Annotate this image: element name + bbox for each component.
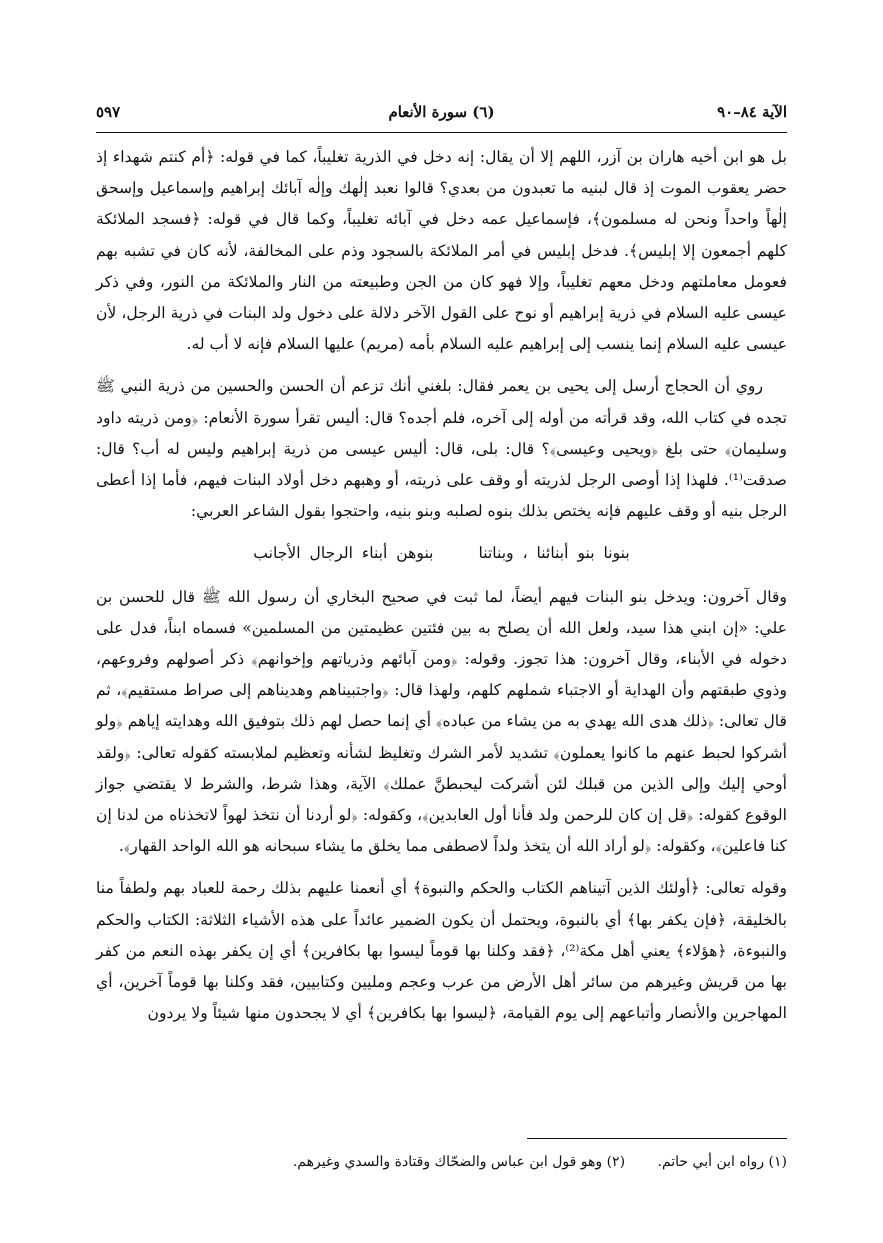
running-header xyxy=(96,103,787,129)
footnotes xyxy=(96,1150,787,1174)
poem-hemistich-1: بنونا بنو أبنائنا ، وبناتنا xyxy=(478,544,630,563)
verse-range: الآية ٨٤–٩٠ xyxy=(717,103,787,121)
header-divider xyxy=(96,132,787,133)
page-number: ٥٩٧ xyxy=(96,103,121,121)
main-text xyxy=(96,142,787,1040)
footnote-2: (٢) وهو قول ابن عباس والضحّاك وقتادة والسدي وغيرهم. xyxy=(292,1154,626,1170)
footnote-divider xyxy=(527,1138,787,1139)
paragraph: بل هو ابن أخيه هاران بن آزر، اللهم إلا أن يقال: إنه دخل في الذرية تغليباً، كما في قوله: ﴿أم كنتم شهداء إذ حضر يعقوب الموت إذ قال لبنيه ما تعبدون من بعدي؟ قالوا نعبد إلٰهك وإلٰه آبائك إبراهيم وإسماعيل وإسحق إلٰهاً واحداً ونحن له مسلمون﴾، فإسماعيل عمه دخل في آبائه تغليباً، وكما قال في قوله: ﴿فسجد الملائكة كلهم أجمعون إلا إبليس﴾. فدخل إبليس في أمر الملائكة بالسجود وذم على المخالفة، لأنه كان في تشبه بهم فعومل معاملتهم ودخل معهم تغليباً، وإلا فهو كان من الجن وطبيعته من النار والملائكة من النور، وفي ذكر عيسى عليه السلام في ذرية إبراهيم أو نوح على القول الآخر دلالة على دخول ولد البنات في ذرية الرجل، لأن عيسى عليه السلام إنما ينسب إلى إبراهيم عليه السلام بأمه (مريم) عليها السلام فإنه لا أب له. xyxy=(96,148,787,354)
footnote-1: (١) رواه ابن أبي حاتم. xyxy=(657,1154,787,1170)
poem-verse xyxy=(96,538,787,569)
surah-title: (٦) سورة الأنعام xyxy=(388,103,495,121)
paragraph: روي أن الحجاج أرسل إلى يحيى بن يعمر فقال: بلغني أنك تزعم أن الحسن والحسين من ذرية النبي ﷺ تجده في كتاب الله، وقد قرأته من أوله إلى آخره، فلم أجده؟ قال: أليس تقرأ سورة الأنعام: ﴿ومن ذريته داود وسليمان﴾ حتى بلغ ﴿ويحيى وعيسى﴾؟ قال: بلى، قال: أليس عيسى من ذرية إبراهيم وليس له أب؟ قال: صدقت⁽¹⁾. فلهذا إذا أوصى الرجل لذريته أو وقف على ذريته، أو وهبهم دخل أولاد البنات فيهم، فأما إذا أعطى الرجل بنيه أو وقف عليهم فإنه يختص بذلك بنوه لصلبه وبنو بنيه، واحتجوا بقول الشاعر العربي: xyxy=(96,377,787,521)
poem-hemistich-2: بنوهن أبناء الرجال الأجانب xyxy=(253,544,434,563)
paragraph: وقال آخرون: ويدخل بنو البنات فيهم أيضاً، لما ثبت في صحيح البخاري أن رسول الله ﷺ قال للحسن بن علي: «إن ابني هذا سيد، ولعل الله أن يصلح به بين فئتين عظيمتين من المسلمين» فسماه ابناً، فدل على دخوله في الأبناء، وقال آخرون: هذا تجوز. وقوله: ﴿ومن آبائهم وذرياتهم وإخوانهم﴾ ذكر أصولهم وفروعهم، وذوي طبقتهم وأن الهداية أو الاجتباء شملهم كلهم، ولهذا قال: ﴿واجتبيناهم وهديناهم إلى صراط مستقيم﴾، ثم قال تعالى: ﴿ذلك هدى الله يهدي به من يشاء من عباده﴾ أي إنما حصل لهم ذلك بتوفيق الله وهدايته إياهم ﴿ولو أشركوا لحبط عنهم ما كانوا يعملون﴾ تشديد لأمر الشرك وتغليظ لشأنه وتعظيم لملابسته كقوله تعالى: ﴿ولقد أوحي إليك وإلى الذين من قبلك لئن أشركت ليحبطنَّ عملك﴾ الآية، وهذا شرط، والشرط لا يقتضي جواز الوقوع كقوله: ﴿قل إن كان للرحمن ولد فأنا أول العابدين﴾، وكقوله: ﴿لو أردنا أن نتخذ لهواً لاتخذناه من لدنا إن كنا فاعلين﴾، وكقوله: ﴿لو أراد الله أن يتخذ ولداً لاصطفى مما يخلق ما يشاء سبحانه هو الله الواحد القهار﴾. xyxy=(96,587,787,856)
paragraph: وقوله تعالى: ﴿أولئك الذين آتيناهم الكتاب والحكم والنبوة﴾ أي أنعمنا عليهم بذلك رحمة للعباد بهم ولطفاً منا بالخليقة، ﴿فإن يكفر بها﴾ أي بالنبوة، ويحتمل أن يكون الضمير عائداً على هذه الأشياء الثلاثة: الكتاب والحكم والنبوءة، ﴿هؤلاء﴾ يعني أهل مكة⁽²⁾، ﴿فقد وكلنا بها قوماً ليسوا بها بكافرين﴾ أي إن يكفر بهذه النعم من كفر بها من قريش وغيرهم من سائر أهل الأرض من عرب وعجم ومليين وكتابيين، فقد وكلنا بها قوماً آخرين، أي المهاجرين والأنصار وأتباعهم إلى يوم القيامة، ﴿ليسوا بها بكافرين﴾ أي لا يجحدون منها شيئاً ولا يردون xyxy=(96,879,787,1023)
